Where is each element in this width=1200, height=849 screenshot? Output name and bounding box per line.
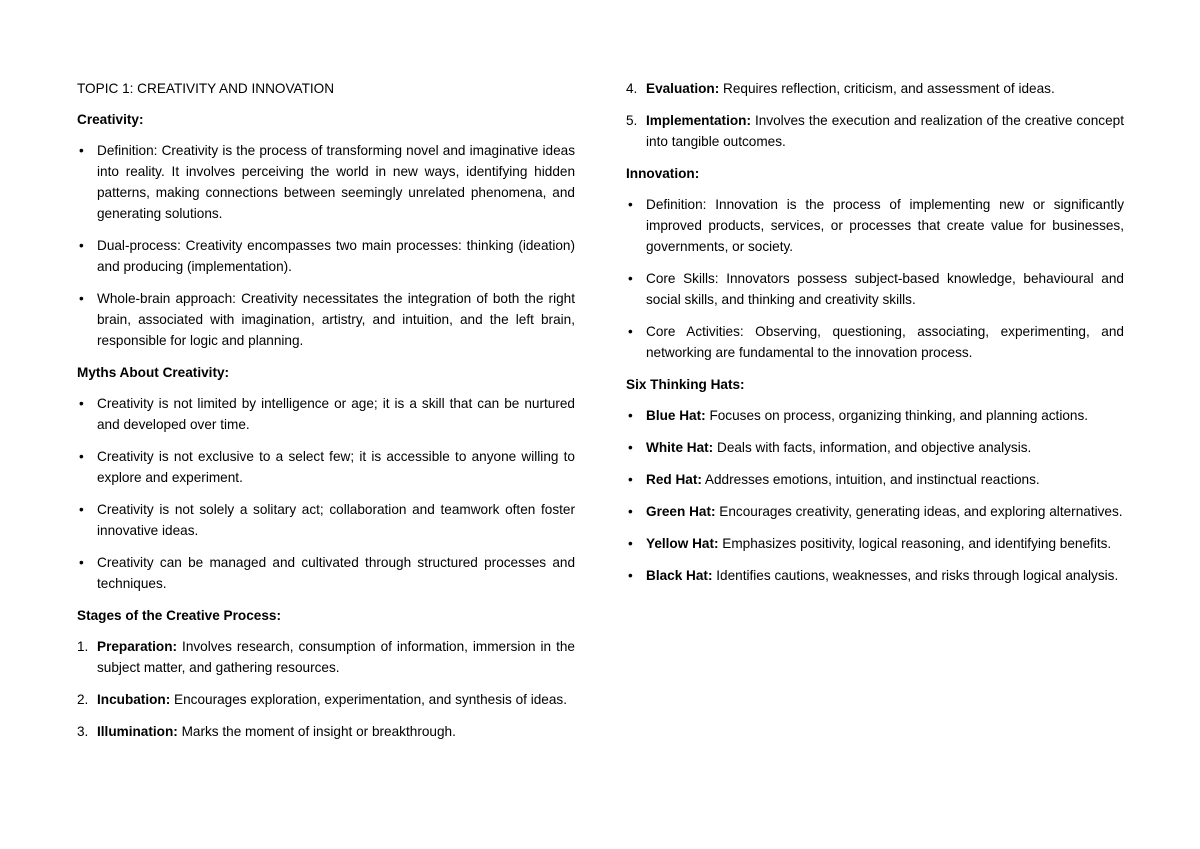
list-item: • Creativity can be managed and cultivated through structured processes and techniques. — [77, 552, 575, 594]
bullet-icon: • — [79, 143, 84, 158]
hats-heading: Six Thinking Hats: — [626, 377, 745, 392]
list-item: • Whole-brain approach: Creativity necessitates the integration of both the right brain, associated with imagination, artistry, and intuition, and the left brain, responsible for logic and planning. — [77, 288, 575, 351]
list-number: 4. — [626, 81, 638, 96]
bullet-icon: • — [628, 324, 633, 339]
list-number: 3. — [77, 724, 89, 739]
myths-list — [77, 393, 575, 594]
list-number: 2. — [77, 692, 89, 707]
list-item: 5. Implementation: Involves the execution and realization of the creative concept into tangible outcomes. — [626, 110, 1124, 152]
bullet-icon: • — [628, 568, 633, 583]
list-item: • Definition: Creativity is the process of transforming novel and imaginative ideas into reality. It involves perceiving the world in new ways, identifying hidden patterns, making connections between seemingly unrelated phenomena, and generating solutions. — [77, 140, 575, 224]
creativity-list — [77, 140, 575, 351]
list-item: 4. Evaluation: Requires reflection, criticism, and assessment of ideas. — [626, 78, 1124, 99]
bullet-icon: • — [79, 449, 84, 464]
right-column — [626, 78, 1124, 597]
list-item: • Dual-process: Creativity encompasses two main processes: thinking (ideation) and producing (implementation). — [77, 235, 575, 277]
list-item: • Green Hat: Encourages creativity, generating ideas, and exploring alternatives. — [626, 501, 1124, 522]
page-title: TOPIC 1: CREATIVITY AND INNOVATION — [77, 81, 335, 96]
bullet-icon: • — [628, 440, 633, 455]
innovation-heading: Innovation: — [626, 166, 700, 181]
hats-list — [626, 405, 1124, 586]
list-item: 3. Illumination: Marks the moment of insight or breakthrough. — [77, 721, 575, 742]
stages-heading: Stages of the Creative Process: — [77, 608, 281, 623]
bullet-icon: • — [79, 396, 84, 411]
list-item: • Black Hat: Identifies cautions, weaknesses, and risks through logical analysis. — [626, 565, 1124, 586]
list-item: • Creativity is not exclusive to a select few; it is accessible to anyone willing to explore and experiment. — [77, 446, 575, 488]
innovation-list — [626, 194, 1124, 363]
list-item: • White Hat: Deals with facts, information, and objective analysis. — [626, 437, 1124, 458]
list-item: 1. Preparation: Involves research, consumption of information, immersion in the subject matter, and gathering resources. — [77, 636, 575, 678]
myths-heading: Myths About Creativity: — [77, 365, 230, 380]
list-item: • Definition: Innovation is the process of implementing new or significantly improved products, services, or processes that create value for businesses, governments, or society. — [626, 194, 1124, 257]
bullet-icon: • — [79, 502, 84, 517]
list-item: • Yellow Hat: Emphasizes positivity, logical reasoning, and identifying benefits. — [626, 533, 1124, 554]
bullet-icon: • — [79, 291, 84, 306]
bullet-icon: • — [79, 555, 84, 570]
bullet-icon: • — [628, 408, 633, 423]
stages-list-continued — [626, 78, 1124, 152]
creativity-heading: Creativity: — [77, 112, 144, 127]
list-item: • Blue Hat: Focuses on process, organizing thinking, and planning actions. — [626, 405, 1124, 426]
bullet-icon: • — [628, 197, 633, 212]
list-item: • Core Activities: Observing, questioning, associating, experimenting, and networking are fundamental to the innovation process. — [626, 321, 1124, 363]
stages-list — [77, 636, 575, 742]
list-item: 2. Incubation: Encourages exploration, experimentation, and synthesis of ideas. — [77, 689, 575, 710]
bullet-icon: • — [628, 271, 633, 286]
list-item: • Creativity is not limited by intelligence or age; it is a skill that can be nurtured and developed over time. — [77, 393, 575, 435]
list-item: • Core Skills: Innovators possess subject-based knowledge, behavioural and social skills, and thinking and creativity skills. — [626, 268, 1124, 310]
bullet-icon: • — [628, 472, 633, 487]
bullet-icon: • — [79, 238, 84, 253]
list-item: • Creativity is not solely a solitary act; collaboration and teamwork often foster innovative ideas. — [77, 499, 575, 541]
list-number: 5. — [626, 113, 638, 128]
bullet-icon: • — [628, 504, 633, 519]
list-item: • Red Hat: Addresses emotions, intuition, and instinctual reactions. — [626, 469, 1124, 490]
list-number: 1. — [77, 639, 89, 654]
bullet-icon: • — [628, 536, 633, 551]
left-column — [77, 78, 575, 753]
